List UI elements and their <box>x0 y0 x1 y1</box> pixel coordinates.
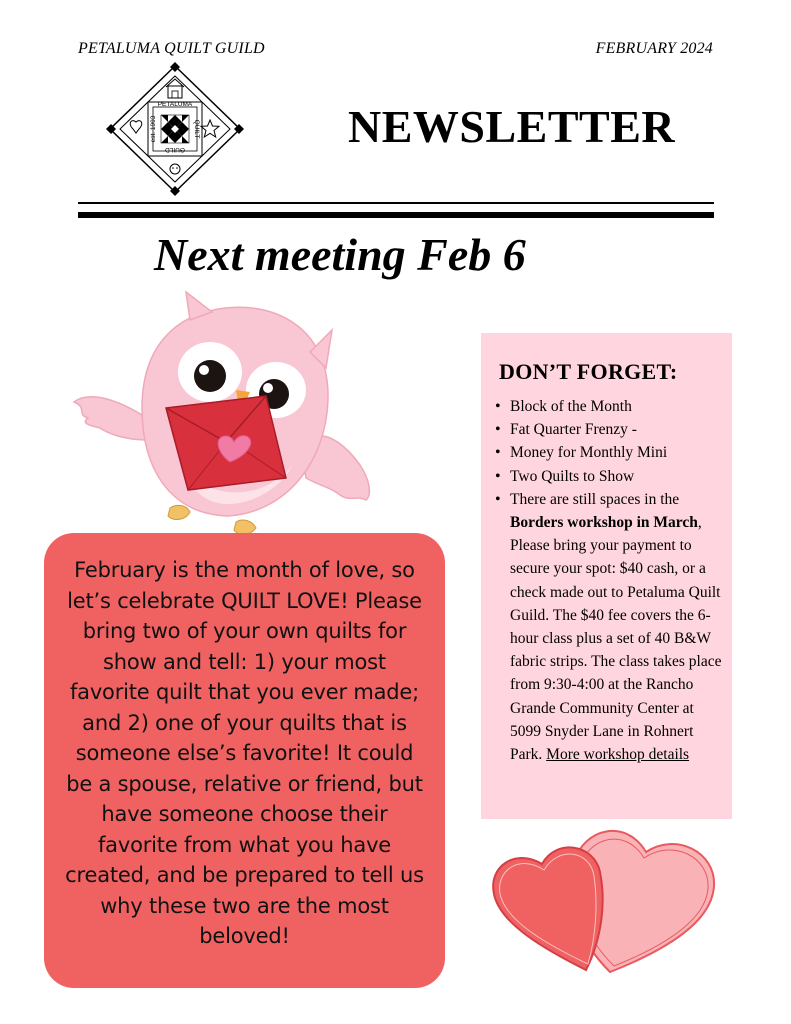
guild-logo <box>106 62 244 196</box>
list-item-workshop <box>497 488 722 766</box>
meeting-headline: Next meeting Feb 6 <box>154 229 526 280</box>
dont-forget-title: DON’T FORGET: <box>499 359 678 384</box>
owl-right-eye-shine <box>263 383 273 393</box>
owl-left-wing <box>74 397 150 440</box>
header-rule-thin <box>78 202 714 204</box>
list-item: • Money for Monthly Mini <box>497 441 722 464</box>
owl-with-envelope-illustration <box>70 290 380 540</box>
dont-forget-list <box>497 395 722 766</box>
workshop-details: , Please bring your payment to secure your spot: $40 cash, or a check made out to Petaluma Quilt Guild. The $40 fee covers the 6-hour class plus a set of 40 B&W fabric strips. The class takes place from 9:30-4:00 at the Rancho Grande Community Center at 5099 Snyder Lane in Rohnert Park. <box>510 514 722 764</box>
newsletter-title: NEWSLETTER <box>348 101 676 152</box>
hearts-illustration <box>486 822 722 974</box>
header-rule-thick <box>78 212 714 218</box>
owl-left-eye-shine <box>199 365 209 375</box>
logo-text-right: QUILT <box>193 119 200 139</box>
quilt-star-block-icon <box>161 115 189 143</box>
quilt-love-box <box>44 533 445 988</box>
logo-text-left: est. 1993 <box>150 115 157 143</box>
list-item: • Two Quilts to Show <box>497 465 722 488</box>
quilt-love-text: February is the month of love, so let’s celebrate QUILT LOVE! Please bring two of your own quilts for show and tell: 1) your most favorite quilt that you ever made; and 2) one of your quilts that is someone else’s favorite! It could be a spouse, relative or friend, but have someone choose their favorite from what you have created, and be prepared to tell us why these two are the most beloved! <box>65 558 424 948</box>
logo-text-top: PETALUMA <box>157 101 193 108</box>
logo-text-bottom: GUILD <box>165 146 185 153</box>
issue-date: FEBRUARY 2024 <box>595 40 713 57</box>
front-heart-icon <box>493 847 602 970</box>
list-item: • Block of the Month <box>497 395 722 418</box>
owl-left-eye-icon <box>194 360 226 392</box>
org-name: PETALUMA QUILT GUILD <box>78 40 265 57</box>
workshop-name: Borders workshop in March <box>510 514 698 532</box>
list-item: • Fat Quarter Frenzy - <box>497 418 722 441</box>
workshop-lead: There are still spaces in the <box>510 490 680 508</box>
workshop-details-link[interactable]: More workshop details <box>546 746 690 764</box>
dont-forget-box <box>481 333 732 819</box>
owl-left-foot-icon <box>168 505 190 519</box>
